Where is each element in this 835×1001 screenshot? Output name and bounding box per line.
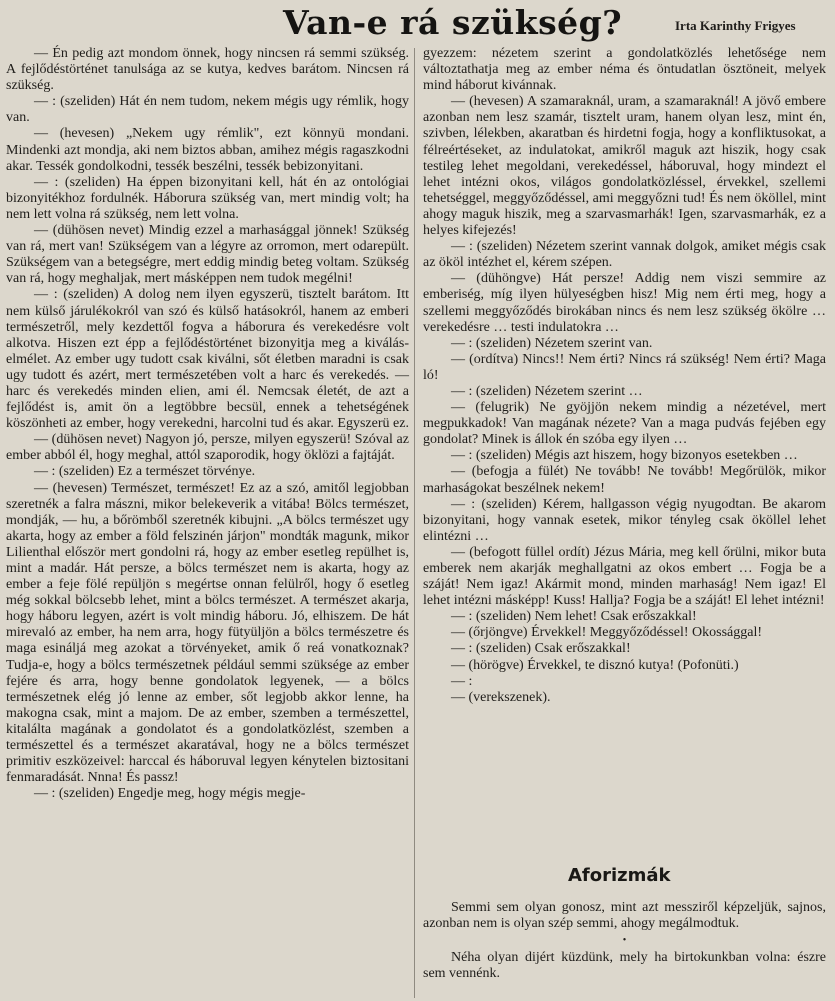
article-byline: Irta Karinthy Frigyes [675, 18, 796, 33]
aphorism-separator: • [622, 935, 627, 947]
paragraph: — (dühösen nevet) Nagyon jó, persze, milyen egyszerü! Szóval az ember abból él, hogy meghal, attól szaporodik, hogy öklözi a fajtáját. [6, 432, 409, 464]
paragraph: — (befogja a fülét) Ne tovább! Ne tovább! Megőrülök, mikor marhaságokat beszélnek nekem! [423, 464, 826, 496]
paragraph: — : (szeliden) Mégis azt hiszem, hogy bizonyos esetekben … [451, 448, 798, 464]
paragraph: — : (szeliden) Nézetem szerint van. [451, 335, 653, 351]
column-divider [414, 48, 415, 998]
aphorism: Néha olyan dijért küzdünk, mely ha birtokunkban volna: észre sem vennénk. [423, 950, 826, 982]
paragraph: — : (szeliden) Csak erőszakkal! [451, 641, 631, 657]
paragraph: — : (szeliden) Nem lehet! Csak erőszakkal! [451, 609, 697, 625]
paragraph: — : (szeliden) Nézetem szerint … [451, 383, 643, 399]
paragraph: — (hevesen) A szamaraknál, uram, a szamaraknál! A jövő embere azonban nem lesz szamár, tisztelt uram, hanem olyan lesz, mint én, szivben, lélekben, akaratban és hirdetni fogja, hogy a konfliktusokat, a félreértéseket, az indulatokat, amikről maguk azt hiszik, hogy csak testileg lehet megoldani, verekedéssel, háboruval, hogy mindezt el lehet intézni okos, világos gondolatközléssel, érvekkel, szellemi tehetséggel, meggyőződéssel, ami meggyőzni tud! És nem ököllel, mint ahogy maguk hiszik, meg a szarvasmarhák! Igen, szarvasmarhák, ez a helyes kifejezés! [423, 94, 826, 239]
aphorisms-heading: Aforizmák [568, 865, 671, 886]
paragraph: — (hörögve) Érvekkel, te disznó kutya! (Pofonüti.) [451, 657, 739, 673]
paragraph: — (verekszenek). [451, 689, 551, 705]
paragraph: — : (szeliden) Nézetem szerint vannak dolgok, amiket mégis csak az ököl intézhet el, kérem szépen. [423, 239, 826, 271]
paragraph: — : (szeliden) Hát én nem tudom, nekem mégis ugy rémlik, hogy van. [6, 94, 409, 126]
paragraph: — (dühöngve) Hát persze! Addig nem viszi semmire az emberiség, míg ilyen hülyeségben hisz! Mig nem érti meg, hogy a szellemi meggyőződés birokában nincs és nem lesz szükség ökölre … verekedésre … testi indulatokra … [423, 271, 826, 335]
paragraph: — : (szeliden) Kérem, hallgasson végig nyugodtan. Be akarom bizonyitani, hogy vannak esetek, mikor tényleg csak ököllel lehet elintézni … [423, 496, 826, 544]
paragraph: — (hevesen) Természet, természet! Ez az a szó, amitől legjobban szeretnék a falra mászni, mikor belekeverik a vitába! Bölcs természet, mondják, — hu, a bőrömből szeretnék kibujni. „A bölcs természet ugy akarta, hogy az ember a föld felszinén járjon" mondták magunk, mikor Lilienthal először mert gondolni rá, hogy az ember esetleg repülhet is, mint a madár. Hát persze, a bölcs természet nem is akarta, hogy az ember a feje fölé repüljön s megértse onnan felülről, hogy ő esetleg még sokkal bölcsebb lehet, mint a bölcs természet. A természet akarja, hogy háboru legyen, azért is volt mindig háboru. Jó, elhiszem. De hát mirevaló az ember, ha nem arra, hogy fütyüljön a bölcs természetre és maga esináljá meg azokat a törvényeket, amik ő reá vonatkoznak? Tudja-e, hogy a bölcs természetnek például semmi szüksége az ember fejére és arra, hogy benne gondolatok legyenek, — a bölcs természetnek elég jó lenne az ember, sőt legjobb akkor lenne, ha makogna csak, mint a majom. De az ember, szemben a természettel, kitalálta magának a gondolatot és a gondolatközlést, szemben a természettel és a természet akaratával, hogy ne a bölcs természet primitiv eszközeivel: harccal és háboruval legyen kénytelen biztositani fenmaradását. Nnna! És passz! [6, 480, 409, 786]
article-header [0, 0, 835, 46]
paragraph: — : (szeliden) Engedje meg, hogy mégis megje- [34, 786, 306, 802]
paragraph: — (befogott füllel ordít) Jézus Mária, meg kell őrülni, mikor buta emberek nem akarják meghallgatni az okos embert … Fogja be a száját! Nem igaz! Akármit mond, minden marhaság! Nem igaz! El lehet intézni másképp! Kuss! Hallja? Fogja be a száját! El lehet intézni! [423, 544, 826, 609]
aphorism: Semmi sem olyan gonosz, mint azt messziről képzeljük, sajnos, azonban nem is olyan szép semmi, ahogy megálmodtuk. [423, 900, 826, 932]
left-column [6, 46, 409, 802]
paragraph: — : [451, 673, 473, 689]
aphorisms-section [423, 900, 826, 982]
paragraph: — (felugrik) Ne gyöjjön nekem mindig a nézetével, mert megpukkadok! Van magának nézete? Van a maga pudvás fejében egy gondolat? Minek is állok én szóba egy ilyen … [423, 400, 826, 448]
paragraph-continuation: gyezzem: nézetem szerint a gondolatközlés lehetősége nem változtathatja meg az ember néma és öntudatlan ösztöneit, melyek mind háborut kivánnak. [423, 46, 826, 94]
paragraph: — Én pedig azt mondom önnek, hogy nincsen rá semmi szükség. A fejlődéstörténet tanulsága az se kutya, kedves barátom. Nincsen rá szükség. [6, 46, 409, 94]
paragraph: — (hevesen) „Nekem ugy rémlik", ezt könnyü mondani. Mindenki azt mondja, aki nem biztos abban, amihez mégis ragaszkodni akar. Tessék gondolkodni, tessék beszélni, tessék bebizonyitani. [6, 126, 409, 174]
paragraph: — : (szeliden) Ez a természet törvénye. [34, 464, 256, 480]
paragraph: — (dühösen nevet) Mindig ezzel a marhasággal jönnek! Szükség van rá, mert van! Szükségem van a légyre az orromon, mert odarepült. Szükségem van a betegségre, mert eddig mindig beteg voltam. Szükség van rá, hogy meghaljak, mert másképpen nem tudok megélni! [6, 223, 409, 287]
paragraph: — (őrjöngve) Érvekkel! Meggyőződéssel! Okossággal! [451, 625, 763, 641]
article-title: Van-e rá szükség? [283, 3, 623, 42]
paragraph: — (ordítva) Nincs!! Nem érti? Nincs rá szükség! Nem érti? Maga ló! [423, 351, 826, 383]
right-column [423, 46, 826, 706]
paragraph: — : (szeliden) A dolog nem ilyen egyszerü, tisztelt barátom. Itt nem külső járulékokról van szó és külső hatásokról, hanem az emberi természetről, mely kezdettől fogva a háborura és verekedésre volt alkotva. Hiszen ezt épp a fejlődéstörténet bizonyitja meg a kiválás-elmélet. Az ember ugy tudott csak kiválni, sőt életben maradni is csak ugy tudott és azért, mert természetében volt a harc és verekedés. — harc és verekedés minden elien, ami él. Nemcsak életét, de azt a fejlődést is, amit ön a legtöbbre becsül, ennek a tehetségének köszönheti az ember, hogy verekedni, harcolni tud és akar. Egyszerü ez. [6, 287, 409, 432]
paragraph: — : (szeliden) Ha éppen bizonyitani kell, hát én az ontológiai bizonyitékhoz fordulnék. Háborura szükség van, mert mindig volt; ha nem lett volna rá szükség, nem lett volna. [6, 174, 409, 222]
